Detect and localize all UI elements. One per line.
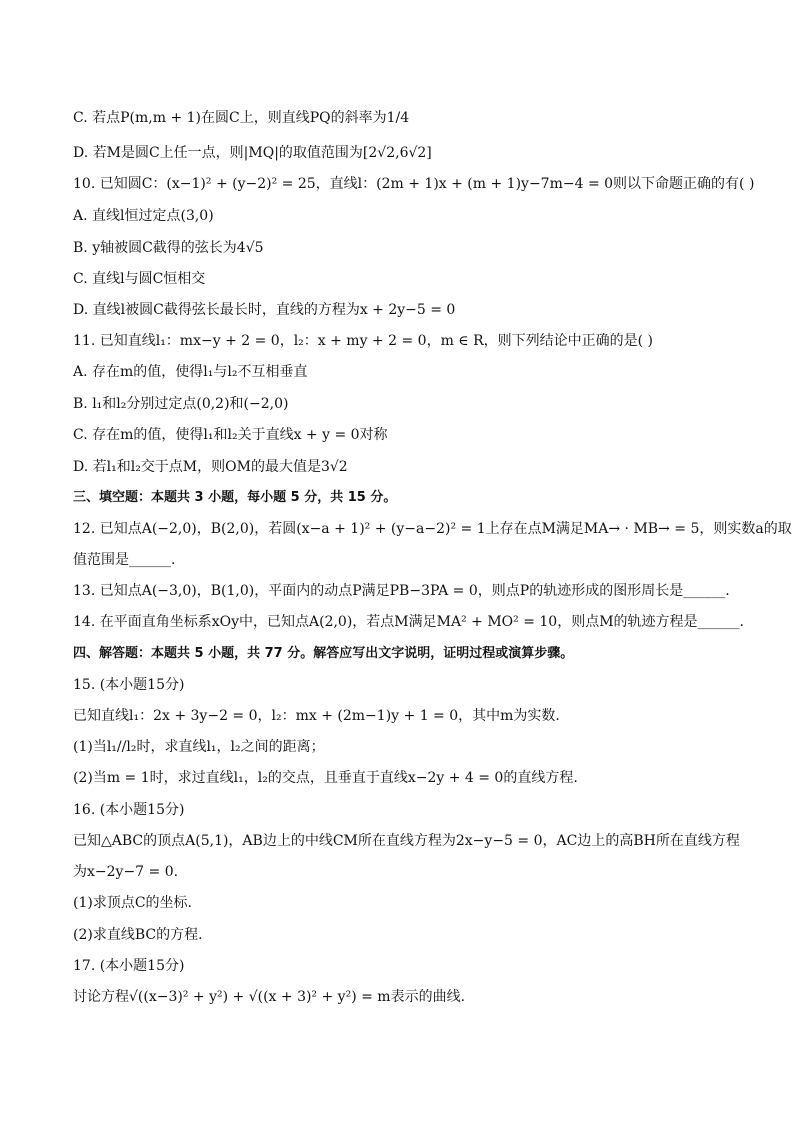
q11-option-d: D. 若l₁和l₂交于点M，则OM的最大值是3√2	[73, 459, 348, 475]
q11-option-a: A. 存在m的值，使得l₁与l₂不互相垂直	[73, 364, 308, 380]
q14-stem: 14. 在平面直角坐标系xOy中，已知点A(2,0)，若点M满足MA² + MO² = 10，则点M的轨迹方程是______.	[73, 614, 744, 630]
q12-stem: 12. 已知点A(−2,0)，B(2,0)，若圆(x−a + 1)² + (y−a−2)² = 1上存在点M满足MA→ · MB→ = 5，则实数a的取	[73, 521, 792, 537]
q17-stem: 讨论方程√((x−3)² + y²) + √((x + 3)² + y²) = m表示的曲线.	[73, 989, 466, 1005]
q15-part2: (2)当m = 1时，求过直线l₁，l₂的交点，且垂直于直线x−2y + 4 = 0的直线方程.	[73, 770, 578, 786]
q10-option-b: B. y轴被圆C截得的弦长为4√5	[73, 240, 264, 256]
q10-option-a: A. 直线l恒过定点(3,0)	[73, 208, 214, 224]
section-answer: 四、解答题：本题共 5 小题，共 77 分。解答应写出文字说明，证明过程或演算步骤。	[73, 646, 574, 661]
q15-header: 15. (本小题15分)	[73, 677, 185, 693]
q10-stem: 10. 已知圆C：(x−1)² + (y−2)² = 25，直线l：(2m + 1)x + (m + 1)y−7m−4 = 0则以下命题正确的有( )	[73, 176, 755, 192]
q17-header: 17. (本小题15分)	[73, 958, 185, 974]
q16-stem: 已知△ABC的顶点A(5,1)，AB边上的中线CM所在直线方程为2x−y−5 = 0，AC边上的高BH所在直线方程	[73, 833, 740, 849]
q9-option-d: D. 若M是圆C上任一点，则|MQ|的取值范围为[2√2,6√2]	[73, 145, 432, 161]
q11-option-c: C. 存在m的值，使得l₁和l₂关于直线x + y = 0对称	[73, 427, 388, 443]
q11-stem: 11. 已知直线l₁：mx−y + 2 = 0，l₂：x + my + 2 = 0，m ∈ R，则下列结论中正确的是( )	[73, 333, 654, 349]
section-fill-in: 三、填空题：本题共 3 小题，每小题 5 分，共 15 分。	[73, 490, 397, 505]
q11-option-b: B. l₁和l₂分别过定点(0,2)和(−2,0)	[73, 396, 289, 412]
q15-stem: 已知直线l₁：2x + 3y−2 = 0，l₂：mx + (2m−1)y + 1 = 0，其中m为实数.	[73, 708, 560, 724]
q16-stem-cont: 为x−2y−7 = 0.	[73, 864, 179, 880]
q15-part1: (1)当l₁//l₂时，求直线l₁，l₂之间的距离；	[73, 739, 325, 755]
q16-part1: (1)求顶点C的坐标.	[73, 895, 192, 911]
q16-header: 16. (本小题15分)	[73, 802, 185, 818]
q13-stem: 13. 已知点A(−3,0)，B(1,0)，平面内的动点P满足PB−3PA = 0，则点P的轨迹形成的图形周长是______.	[73, 583, 730, 599]
q10-option-c: C. 直线l与圆C恒相交	[73, 271, 206, 287]
q9-option-c: C. 若点P(m,m + 1)在圆C上，则直线PQ的斜率为1/4	[73, 110, 410, 126]
q10-option-d: D. 直线l被圆C截得弦长最长时，直线的方程为x + 2y−5 = 0	[73, 302, 456, 318]
q12-stem-cont: 值范围是______.	[73, 552, 176, 568]
q16-part2: (2)求直线BC的方程.	[73, 927, 203, 943]
